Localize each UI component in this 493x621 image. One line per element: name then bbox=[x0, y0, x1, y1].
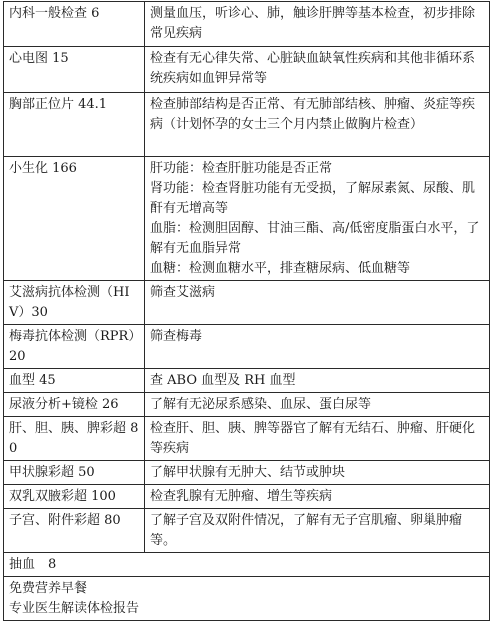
table-row bbox=[4, 417, 490, 461]
exam-item-description: 测量血压，听诊心、肺，触诊肝脾等基本检查，初步排除常见疾病 bbox=[145, 2, 490, 47]
blood-sugar-line: 血糖：检测血糖水平，排查糖尿病、低血糖等 bbox=[150, 261, 411, 276]
blood-draw-row: 抽血 8 bbox=[4, 553, 490, 577]
table-row bbox=[4, 281, 490, 325]
exam-item-description: 检查肺部结构是否正常、有无肺部结核、肿瘤、炎症等疾病（计划怀孕的女士三个月内禁止做胸片检查） bbox=[145, 93, 490, 157]
table-row bbox=[4, 485, 490, 509]
table-row bbox=[4, 47, 490, 93]
table-row bbox=[4, 157, 490, 281]
exam-item-name: 双乳双腋彩超 100 bbox=[4, 485, 145, 509]
table-row bbox=[4, 393, 490, 417]
kidney-function-line: 肾功能：检查肾脏功能有无受损，了解尿素氮、尿酸、肌酐有无增高等 bbox=[150, 181, 476, 216]
exam-item-name: 血型 45 bbox=[4, 369, 145, 393]
exam-items-table bbox=[3, 1, 490, 621]
exam-item-description: 了解甲状腺有无肿大、结节或肿块 bbox=[145, 461, 490, 485]
exam-item-name: 甲状腺彩超 50 bbox=[4, 461, 145, 485]
exam-items-body bbox=[4, 2, 490, 621]
exam-item-description: 筛查梅毒 bbox=[145, 325, 490, 369]
exam-item-description bbox=[145, 157, 490, 281]
table-row bbox=[4, 325, 490, 369]
exam-item-description: 了解有无泌尿系感染、血尿、蛋白尿等 bbox=[145, 393, 490, 417]
exam-item-description: 检查有无心律失常、心脏缺血缺氧性疾病和其他非循环系统疾病如血钾异常等 bbox=[145, 47, 490, 93]
table-row bbox=[4, 461, 490, 485]
table-row bbox=[4, 93, 490, 157]
exam-item-name: 小生化 166 bbox=[4, 157, 145, 281]
exam-item-description: 筛查艾滋病 bbox=[145, 281, 490, 325]
exam-item-name: 子宫、附件彩超 80 bbox=[4, 509, 145, 553]
report-interpretation-line: 专业医生解读体检报告 bbox=[9, 601, 140, 616]
exam-item-name: 肝、胆、胰、脾彩超 80 bbox=[4, 417, 145, 461]
extras-cell bbox=[4, 577, 490, 621]
table-row bbox=[4, 2, 490, 47]
blood-lipid-line: 血脂：检测胆固醇、甘油三酯、高/低密度脂蛋白水平，了解有无血脂异常 bbox=[150, 221, 480, 256]
exam-item-name: 尿液分析+镜检 26 bbox=[4, 393, 145, 417]
liver-function-line: 肝功能：检查肝脏功能是否正常 bbox=[150, 161, 333, 176]
exam-item-description: 检查乳腺有无肿瘤、增生等疾病 bbox=[145, 485, 490, 509]
exam-item-name: 胸部正位片 44.1 bbox=[4, 93, 145, 157]
table-row bbox=[4, 577, 490, 621]
exam-item-description: 检查肝、胆、胰、脾等器官了解有无结石、肿瘤、肝硬化等疾病 bbox=[145, 417, 490, 461]
exam-item-description: 了解子宫及双附件情况，了解有无子宫肌瘤、卵巢肿瘤等。 bbox=[145, 509, 490, 553]
exam-item-name: 梅毒抗体检测（RPR）20 bbox=[4, 325, 145, 369]
exam-item-name: 内科一般检查 6 bbox=[4, 2, 145, 47]
exam-item-description: 查 ABO 血型及 RH 血型 bbox=[145, 369, 490, 393]
free-breakfast-line: 免费营养早餐 bbox=[9, 581, 88, 596]
table-row bbox=[4, 553, 490, 577]
table-row bbox=[4, 369, 490, 393]
exam-item-name: 艾滋病抗体检测（HIV）30 bbox=[4, 281, 145, 325]
exam-item-name: 心电图 15 bbox=[4, 47, 145, 93]
exam-package-sheet bbox=[3, 1, 490, 621]
table-row bbox=[4, 509, 490, 553]
